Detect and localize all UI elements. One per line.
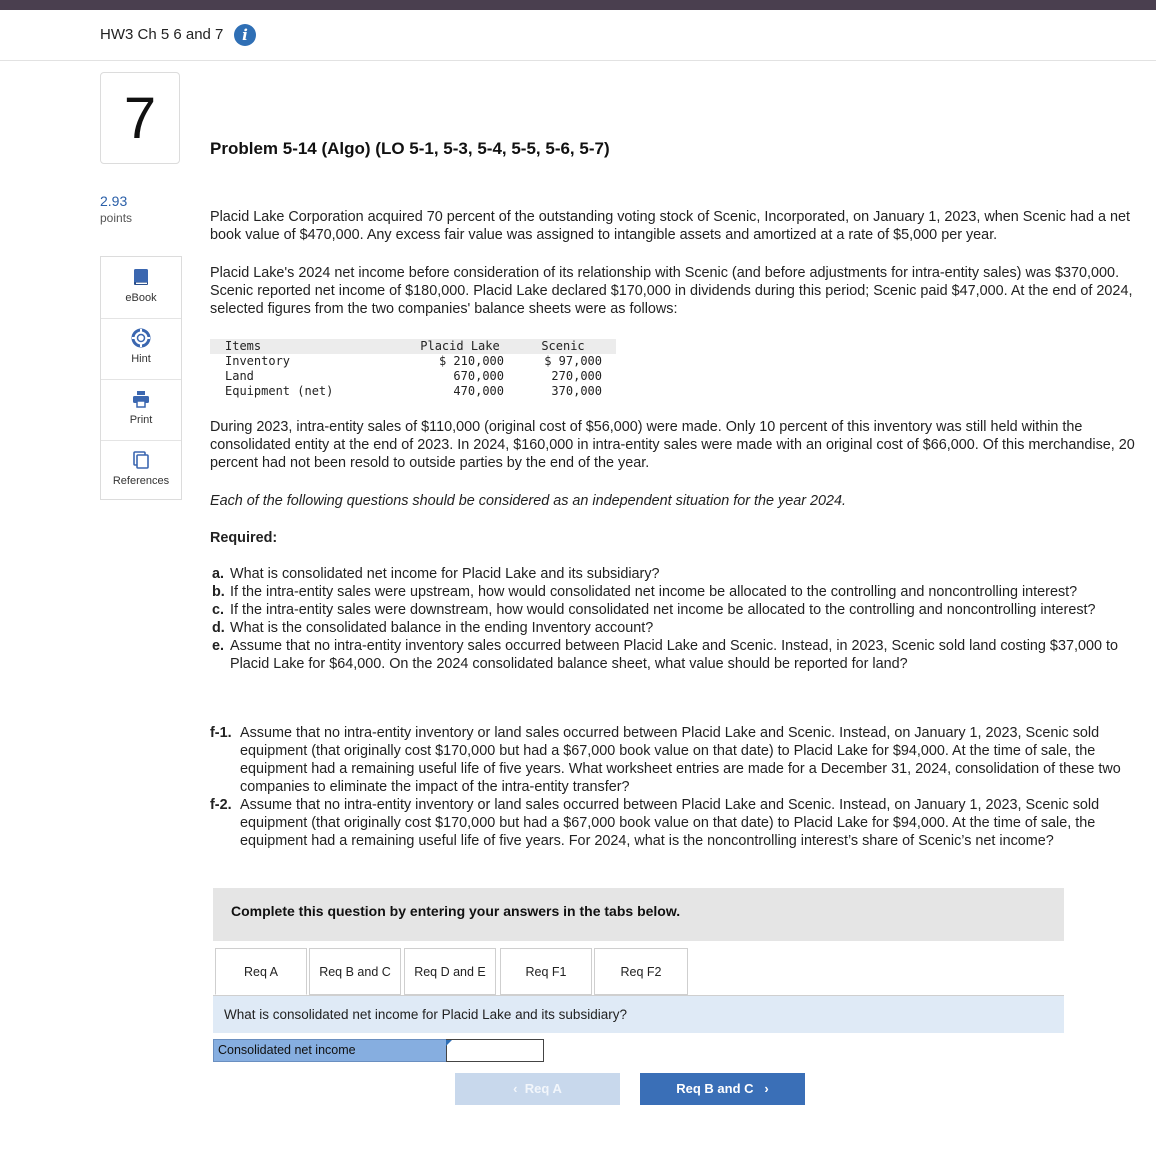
tab-req-f2[interactable]: Req F2 (594, 948, 688, 995)
tab-req-a[interactable]: Req A (215, 948, 307, 995)
ebook-label: eBook (125, 292, 157, 304)
assignment-header (0, 10, 1156, 61)
chevron-right-icon: › (764, 1081, 769, 1096)
row-placid-value: 470,000 (453, 384, 504, 398)
lifebuoy-icon (131, 328, 151, 348)
documents-icon (131, 450, 151, 470)
table-header-row (210, 339, 616, 354)
problem-title: Problem 5-14 (Algo) (LO 5-1, 5-3, 5-4, 5-5, 5-6, 5-7) (210, 139, 610, 158)
tools-panel (100, 256, 182, 500)
points-label: points (100, 211, 133, 225)
list-item (212, 637, 1154, 673)
instruction-box (213, 888, 1064, 941)
header-placid-lake: Placid Lake (410, 339, 510, 354)
tab-req-b-and-c[interactable]: Req B and C (309, 948, 401, 995)
item-letter: f-1. (210, 725, 232, 741)
tab-req-d-and-e[interactable]: Req D and E (404, 948, 496, 995)
next-req-label: Req B and C (676, 1081, 754, 1096)
header-scenic: Scenic (510, 339, 616, 354)
print-label: Print (129, 414, 153, 426)
references-button[interactable] (101, 440, 181, 501)
required-field-marker-icon (446, 1040, 452, 1046)
required-heading: Required: (210, 530, 278, 546)
row-label: Land (225, 369, 254, 383)
consolidated-net-income-label: Consolidated net income (213, 1039, 447, 1062)
row-label: Inventory (225, 354, 291, 368)
assignment-title: HW3 Ch 5 6 and 7 (100, 26, 224, 43)
instruction-text: Complete this question by entering your answers in the tabs below. (231, 903, 681, 919)
question-number: 7 (100, 72, 180, 164)
hint-label: Hint (131, 353, 151, 365)
hint-button[interactable] (101, 318, 181, 380)
row-placid-value: $ 210,000 (438, 354, 504, 368)
points-value: 2.93 (100, 193, 128, 209)
problem-paragraph-1: Placid Lake Corporation acquired 70 percent of the outstanding voting stock of Scenic, Incorporated, on January 1, 2023, when Scenic had a net book value of $470,000. Any excess fair value was assigned to intangible assets and amortized at a rate of $5,000 per year. (210, 209, 1130, 243)
item-text: Assume that no intra-entity inventory or land sales occurred between Placid Lake and Scenic. Instead, on January 1, 2023, Scenic sold equipment (that originally cost $170,000 but had a $67,000 book value on that date) to Placid Lake for $94,000. At the time of sale, the equipment had a remaining useful life of five years. What worksheet entries are made for a December 31, 2024, consolidation of these two companies to eliminate the impact of the intra-entity transfer? (240, 725, 1121, 795)
item-letter: b. (212, 584, 225, 600)
row-scenic-value: $ 97,000 (544, 354, 602, 368)
book-icon (131, 267, 151, 287)
prev-req-label: Req A (524, 1081, 562, 1096)
printer-icon (131, 389, 151, 409)
table-row (210, 369, 616, 384)
required-list (212, 565, 1154, 673)
list-item (210, 796, 1154, 850)
row-placid-value: 670,000 (453, 369, 504, 383)
table-row (210, 354, 616, 369)
list-item (212, 565, 1154, 583)
info-icon[interactable]: i (234, 24, 256, 46)
item-text: What is consolidated net income for Placid Lake and its subsidiary? (230, 566, 660, 582)
header-items: Items (210, 339, 410, 354)
item-text: Assume that no intra-entity inventory sales occurred between Placid Lake and Scenic. Instead, in 2023, Scenic sold land costing $37,000 to Placid Lake for $64,000. On the 2024 consolidated balance sheet, what value should be reported for land? (230, 638, 1118, 672)
item-text: What is the consolidated balance in the ending Inventory account? (230, 620, 654, 636)
problem-paragraph-2: Placid Lake's 2024 net income before consideration of its relationship with Scenic (and before adjustments for intra-entity sales) was $370,000. Scenic reported net income of $180,000. Placid Lake declared $170,000 in dividends during this period; Scenic paid $47,000. At the end of 2024, selected figures from the two companies' balance sheets were as follows: (210, 265, 1133, 317)
list-item (212, 583, 1154, 601)
problem-paragraph-3: During 2023, intra-entity sales of $110,000 (original cost of $56,000) were made. Only 10 percent of this inventory was still held within the consolidated entity at the end of 2023. In 2024, $160,000 in intra-entity sales were made with an original cost of $66,000. Of this merchandise, 20 percent had not been resold to outside parties by the end of the year. (210, 419, 1135, 471)
item-letter: a. (212, 566, 225, 582)
problem-instruction: Each of the following questions should be considered as an independent situation for the year 2024. (210, 493, 847, 509)
consolidated-net-income-input[interactable] (446, 1039, 544, 1062)
list-item (212, 601, 1154, 619)
prev-req-button[interactable] (455, 1073, 620, 1105)
question-prompt: What is consolidated net income for Placid Lake and its subsidiary? (224, 1007, 627, 1022)
row-label: Equipment (net) (225, 384, 334, 398)
item-letter: c. (212, 602, 225, 618)
row-scenic-value: 370,000 (551, 384, 602, 398)
ebook-button[interactable] (101, 257, 181, 319)
chevron-left-icon: ‹ (513, 1081, 518, 1096)
item-text: Assume that no intra-entity inventory or land sales occurred between Placid Lake and Scenic. Instead, on January 1, 2023, Scenic sold equipment (that originally cost $170,000 but had a $67,000 book value on that date) to Placid Lake for $94,000. At the time of sale, the equipment had a remaining useful life of five years. For 2024, what is the noncontrolling interest’s share of Scenic’s net income? (240, 797, 1100, 849)
next-req-button[interactable] (640, 1073, 805, 1105)
required-f-list (210, 724, 1154, 850)
tab-req-f1[interactable]: Req F1 (500, 948, 592, 995)
balance-sheet-table (210, 339, 616, 399)
table-row (210, 384, 616, 399)
list-item (212, 619, 1154, 637)
item-letter: e. (212, 638, 225, 654)
references-label: References (112, 475, 170, 487)
list-item (210, 724, 1154, 796)
item-letter: d. (212, 620, 225, 636)
item-letter: f-2. (210, 797, 232, 813)
print-button[interactable] (101, 379, 181, 441)
item-text: If the intra-entity sales were downstream, how would consolidated net income be allocated to the controlling and noncontrolling interest? (230, 602, 1096, 618)
row-scenic-value: 270,000 (551, 369, 602, 383)
question-panel (213, 996, 1064, 1033)
item-text: If the intra-entity sales were upstream, how would consolidated net income be allocated to the controlling and noncontrolling interest? (230, 584, 1078, 600)
top-bar (0, 0, 1156, 10)
